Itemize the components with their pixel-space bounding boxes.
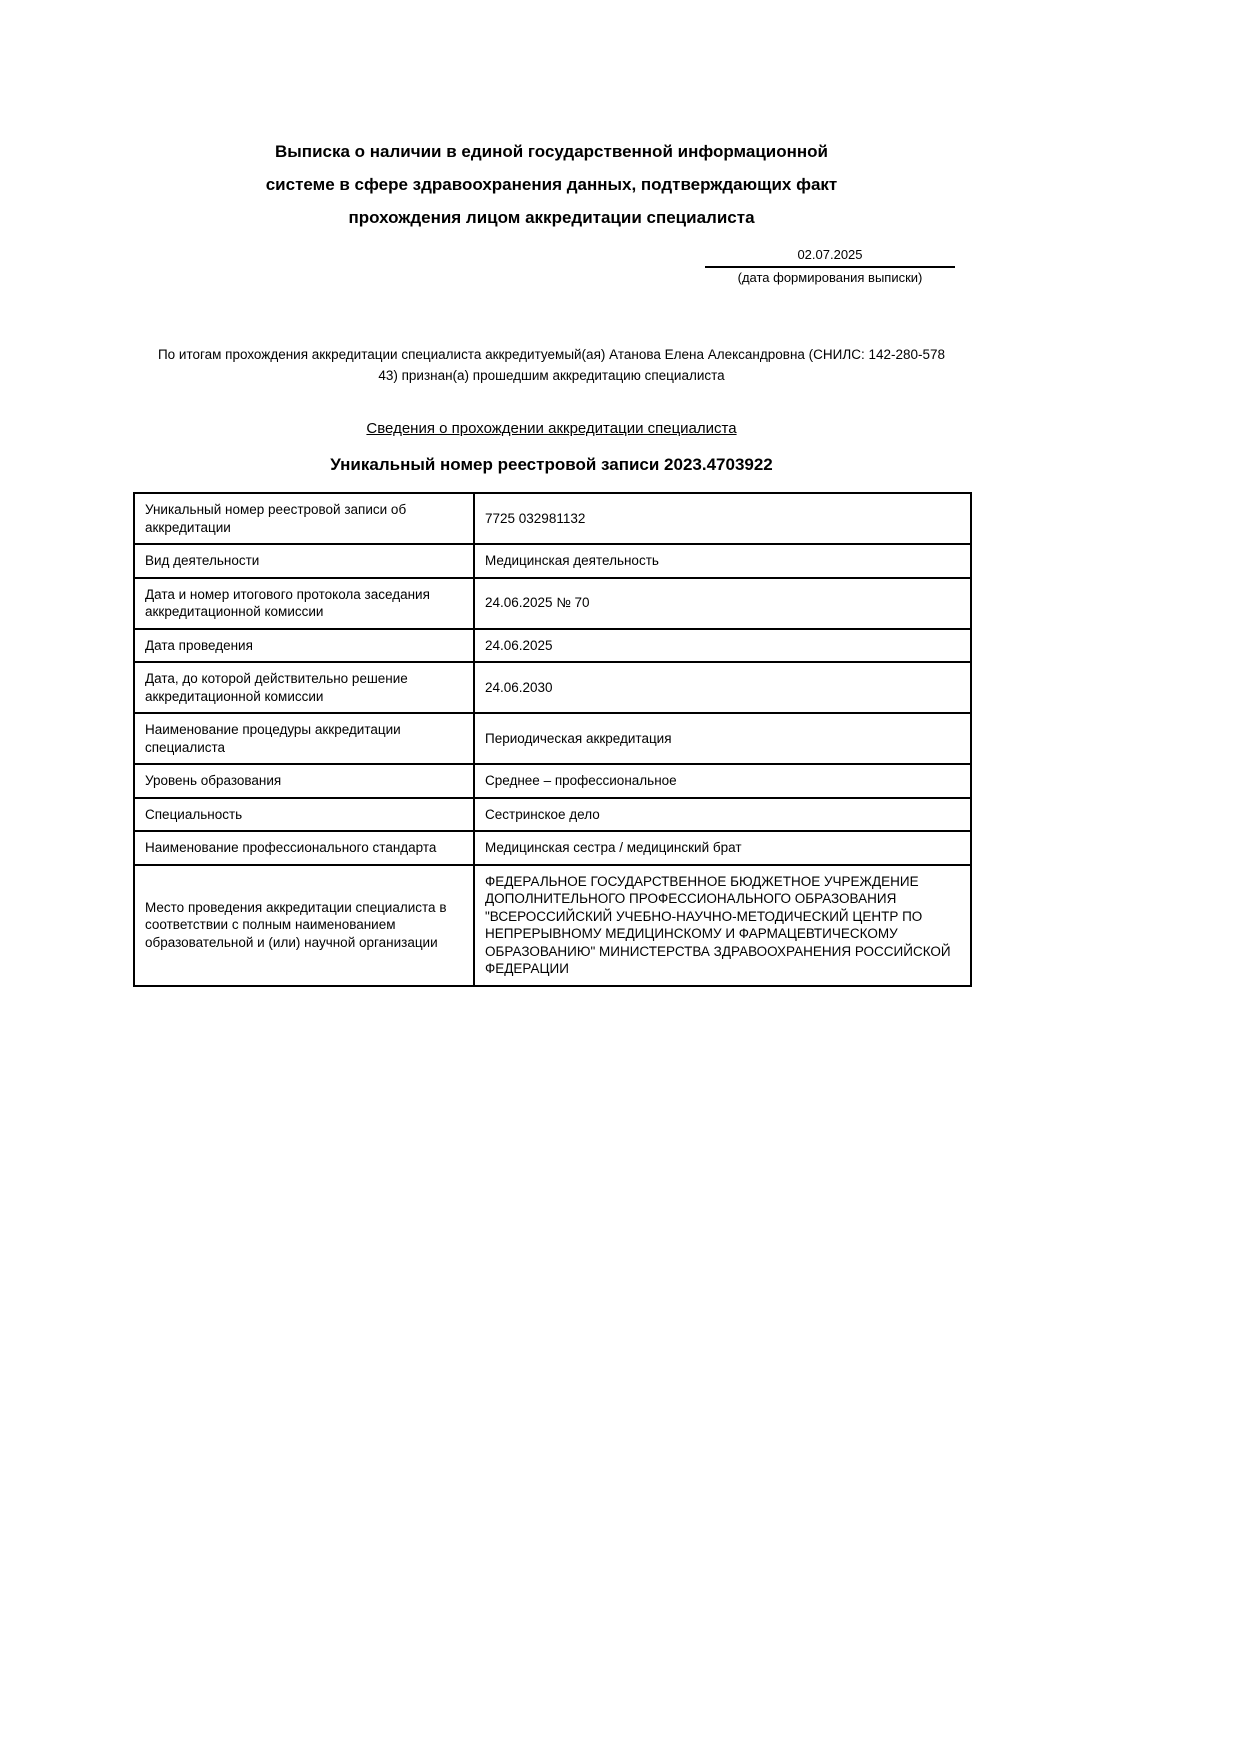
table-row <box>134 798 971 832</box>
field-value: Медицинская деятельность <box>474 544 971 578</box>
field-label: Специальность <box>134 798 474 832</box>
title-line: прохождения лицом аккредитации специалиста <box>348 208 755 227</box>
field-value: ФЕДЕРАЛЬНОЕ ГОСУДАРСТВЕННОЕ БЮДЖЕТНОЕ УЧРЕЖДЕНИЕ ДОПОЛНИТЕЛЬНОГО ПРОФЕССИОНАЛЬНОГО ОБРАЗОВАНИЯ "ВСЕРОССИЙСКИЙ УЧЕБНО-НАУЧНО-МЕТОДИЧЕСКИЙ ЦЕНТР ПО НЕПРЕРЫВНОМУ МЕДИЦИНСКОМУ И ФАРМАЦЕВТИЧЕСКОМУ ОБРАЗОВАНИЮ" МИНИСТЕРСТВА ЗДРАВООХРАНЕНИЯ РОССИЙСКОЙ ФЕДЕРАЦИИ <box>474 865 971 986</box>
accreditation-table-body <box>134 493 971 986</box>
field-label: Уровень образования <box>134 764 474 798</box>
extract-date: 02.07.2025 <box>705 247 955 268</box>
table-row <box>134 629 971 663</box>
table-row <box>134 764 971 798</box>
field-value: 24.06.2025 <box>474 629 971 663</box>
field-label: Дата проведения <box>134 629 474 663</box>
document-title <box>133 135 970 234</box>
table-row <box>134 865 971 986</box>
field-label: Вид деятельности <box>134 544 474 578</box>
field-value: 7725 032981132 <box>474 493 971 544</box>
accreditation-table <box>133 492 972 987</box>
section-heading: Сведения о прохождении аккредитации специалиста <box>366 420 737 437</box>
field-value: Среднее – профессиональное <box>474 764 971 798</box>
field-value: Периодическая аккредитация <box>474 713 971 764</box>
date-caption: (дата формирования выписки) <box>737 270 923 285</box>
field-value: Медицинская сестра / медицинский брат <box>474 831 971 865</box>
field-label: Наименование процедуры аккредитации специалиста <box>134 713 474 764</box>
table-row <box>134 662 971 713</box>
field-value: Сестринское дело <box>474 798 971 832</box>
table-row <box>134 578 971 629</box>
field-value: 24.06.2025 № 70 <box>474 578 971 629</box>
table-row <box>134 713 971 764</box>
table-row <box>134 544 971 578</box>
field-label: Уникальный номер реестровой записи об аккредитации <box>134 493 474 544</box>
field-value: 24.06.2030 <box>474 662 971 713</box>
field-label: Дата, до которой действительно решение аккредитационной комиссии <box>134 662 474 713</box>
field-label: Место проведения аккредитации специалиста в соответствии с полным наименованием образовательной и (или) научной организации <box>134 865 474 986</box>
intro-paragraph <box>133 344 970 386</box>
table-row <box>134 493 971 544</box>
title-line: системе в сфере здравоохранения данных, подтверждающих факт <box>265 175 838 194</box>
intro-line: По итогам прохождения аккредитации специалиста аккредитуемый(ая) Атанова Елена Александровна (СНИЛС: 142-280-578 <box>157 347 946 362</box>
table-row <box>134 831 971 865</box>
document-content <box>133 0 970 987</box>
intro-line: 43) признан(а) прошедшим аккредитацию специалиста <box>378 368 725 383</box>
registry-number-heading: Уникальный номер реестровой записи 2023.4703922 <box>330 455 773 474</box>
field-label: Наименование профессионального стандарта <box>134 831 474 865</box>
field-label: Дата и номер итогового протокола заседания аккредитационной комиссии <box>134 578 474 629</box>
title-line: Выписка о наличии в единой государственной информационной <box>275 142 828 161</box>
date-block <box>705 247 955 286</box>
